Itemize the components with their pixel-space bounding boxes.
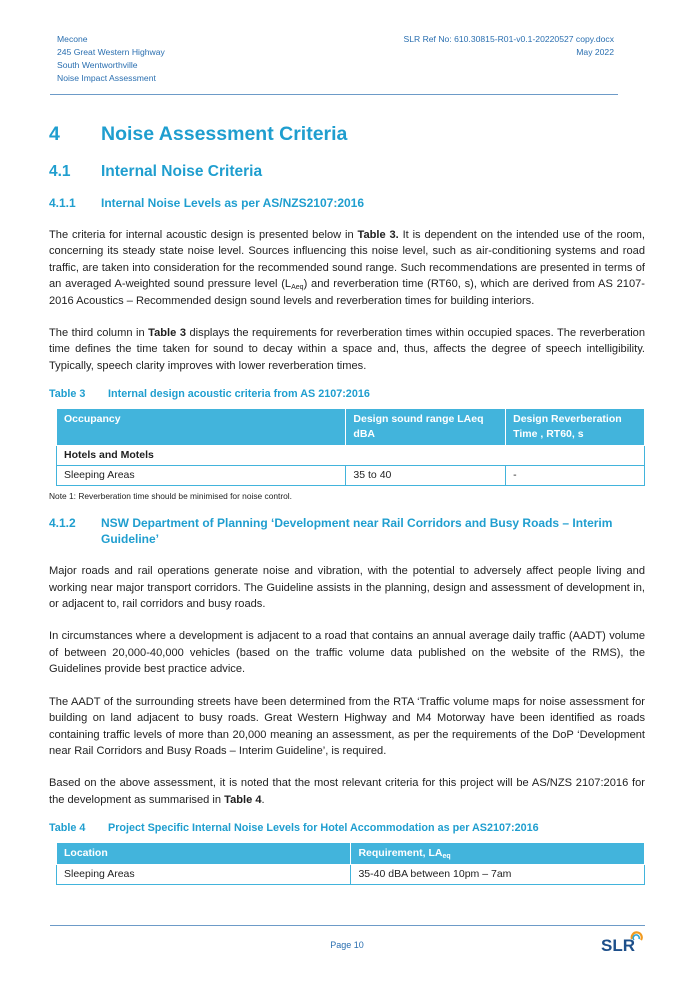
sub2-paragraph-4: Based on the above assessment, it is noted that the most relevant criteria for this project will be AS/NZS 2107:2016 for the development as summarised in Table 4. [49,777,645,806]
section-number: 4 [49,122,60,145]
sub1-number: 4.1.1 [49,196,76,210]
header-report-title: Noise Impact Assessment [57,73,156,83]
table4-header-row [57,843,645,865]
logo-swirl-icon [632,932,642,940]
table3-cell-sound-range: 35 to 40 [346,466,506,486]
subsection-title: Internal Noise Criteria [101,163,263,180]
sub1-title: Internal Noise Levels as per AS/NZS2107:2016 [101,196,365,210]
footer-divider [50,925,645,926]
table-row [57,865,645,885]
table3-group-label: Hotels and Motels [57,446,645,466]
table3-label: Table 3 [49,388,86,401]
subsection-number: 4.1 [49,163,71,180]
table3-cell-reverberation: - [506,466,645,486]
header-date: May 2022 [576,47,614,57]
table3 [56,408,645,486]
section-title: Noise Assessment Criteria [101,122,348,145]
table4-header-requirement: Requirement, $LA_{eq}$ [351,843,645,865]
sub2-paragraph-1: Major roads and rail operations generate noise and vibration, with the potential to adversely affect people living and working near major transport corridors. The Guideline assists in the planning, design and assessment of development in, or adjacent to, rail corridors and busy roads. [49,565,645,611]
table3-cell-occupancy: Sleeping Areas [57,466,346,486]
table4 [56,842,645,885]
header-divider [50,94,618,95]
header-address [57,33,165,85]
table3-header-occupancy: Occupancy [57,409,346,446]
table4-cell-location: Sleeping Areas [57,865,351,885]
sub1-heading [49,195,645,211]
header-street: 245 Great Western Highway [57,47,165,57]
table3-title: Internal design acoustic criteria from AS 2107:2016 [108,388,370,401]
sub2-paragraph-2: In circumstances where a development is adjacent to a road that contains an annual average daily traffic (AADT) volume of between 20,000-40,000 vehicles (based on the traffic volume data published on the website of the RMS), the Guidelines provide best practice advice. [49,630,645,676]
sub2-title: NSW Department of Planning ‘Development near Rail Corridors and Busy Roads – Interim Guideline’ [101,516,613,547]
table3-caption [49,388,645,400]
logo-text: SLR [601,936,635,955]
header-ref [403,33,614,59]
table-row [57,466,645,486]
page-content [49,119,645,885]
sub2-heading [49,515,645,547]
subsection-heading [49,161,645,183]
table4-title: Project Specific Internal Noise Levels for Hotel Accommodation as per AS2107:2016 [108,822,539,835]
section-heading [49,119,645,149]
table4-caption [49,822,645,834]
sub2-number: 4.1.2 [49,516,76,531]
table3-header-reverberation: Design Reverberation Time , RT60, s [506,409,645,446]
sub1-paragraph-1: The criteria for internal acoustic design is presented below in Table 3. It is dependent on the intended use of the room, concerning its steady state noise level. Sources influencing this noise level, such as air-conditioning systems and road traffic, are taken into consideration for the recommended sound range. Such recommendations are presented in terms of an averaged A-weighted sound pressure level $(L_{Aeq})$ and reverberation time (RT60, s), which are derived from AS 2107-2016 Acoustics – Recommended design sound levels and reverberation times for building interiors. [49,229,646,307]
page-number: Page 10 [330,940,364,950]
table3-note: Note 1: Reverberation time should be minimised for noise control. [49,491,292,502]
table3-header-sound-range: Design sound range LAeq dBA [346,409,506,446]
sub2-paragraph-3: The AADT of the surrounding streets have been determined from the RTA ‘Traffic volume maps for noise assessment for building on land adjacent to busy roads. Great Western Highway and M4 Motorway have been identified as roads containing traffic levels of more than 20,000 meaning an assessment, as per the requirements of the DoP ‘Development near Rail Corridors and Busy Roads – Interim Guideline’, is required. [49,695,645,757]
header-ref-number: SLR Ref No: 610.30815-R01-v0.1-20220527 copy.docx [403,34,614,44]
table4-header-location: Location [57,843,351,865]
header-client: Mecone [57,34,88,44]
table4-cell-requirement: 35-40 dBA between 10pm – 7am [351,865,645,885]
table3-group-row [57,446,645,466]
slr-logo [599,928,649,958]
table4-label: Table 4 [49,822,86,835]
table3-header-row [57,409,645,446]
sub1-paragraph-2: The third column in Table 3 displays the requirements for reverberation times within occupied spaces. The reverberation time defines the time taken for sound to decay within a space and, thus, affects the degree of speech intelligibility. Typically, speech clarity improves with lower reverberation times. [49,327,645,372]
header-suburb: South Wentworthville [57,60,138,70]
